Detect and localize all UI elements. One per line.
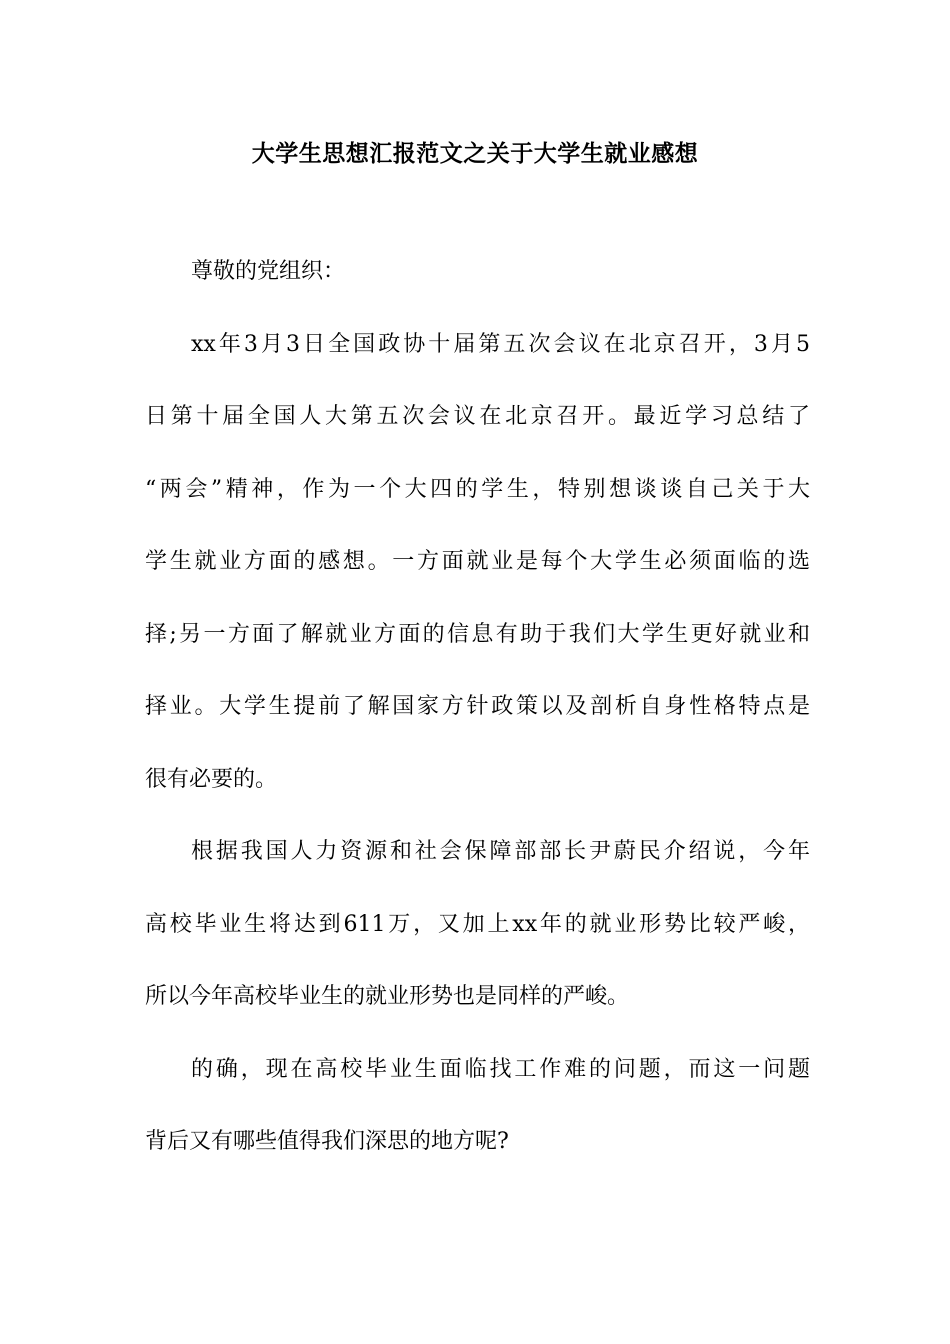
document-body (145, 252, 810, 1195)
paragraph-1-line-2: 日第十届全国人大第五次会议在北京召开。最近学习总结了 (145, 404, 810, 429)
paragraph-1-line-3: “两会”精神，作为一个大四的学生，特别想谈谈自己关于大 (145, 476, 810, 502)
paragraph-1-line-6: 择业。大学生提前了解国家方针政策以及剖析自身性格特点是 (145, 694, 810, 719)
paragraph-2-line-3: 所以今年高校毕业生的就业形势也是同样的严峻。 (145, 984, 630, 1009)
paragraph-2-line-2: 高校毕业生将达到611万，又加上xx年的就业形势比较严峻， (145, 911, 810, 937)
salutation-line: 尊敬的党组织： (191, 259, 346, 284)
document-title: 大学生思想汇报范文之关于大学生就业感想 (251, 140, 699, 167)
paragraph-1-line-1: xx年3月3日全国政协十届第五次会议在北京召开，3月5 (191, 331, 810, 357)
paragraph-2-line-1: 根据我国人力资源和社会保障部部长尹蔚民介绍说，今年 (191, 839, 810, 864)
paragraph-1-line-7: 很有必要的。 (145, 766, 278, 792)
paragraph-3-line-1: 的确，现在高校毕业生面临找工作难的问题，而这一问题 (191, 1056, 810, 1082)
paragraph-1-line-4: 学生就业方面的感想。一方面就业是每个大学生必须面临的选 (145, 549, 810, 574)
paragraph-1-line-5: 择;另一方面了解就业方面的信息有助于我们大学生更好就业和 (145, 621, 810, 647)
paragraph-3-line-2: 背后又有哪些值得我们深思的地方呢? (145, 1129, 509, 1154)
